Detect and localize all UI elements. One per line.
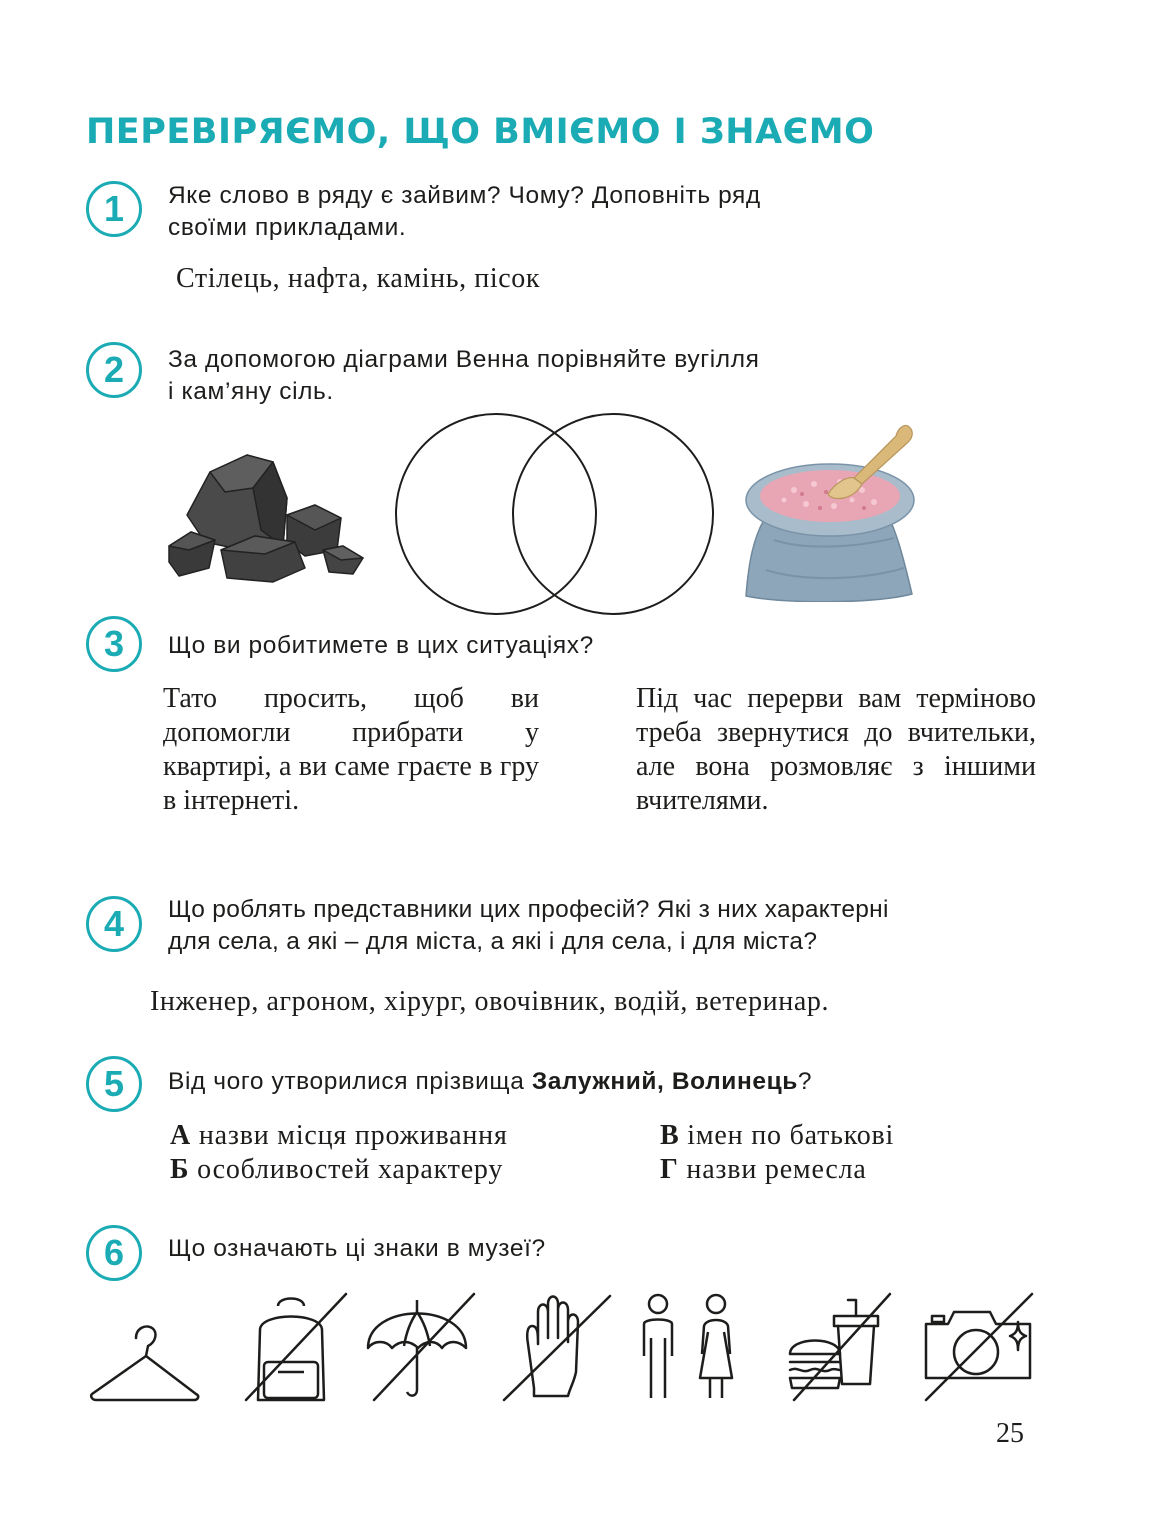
- venn-circle-left[interactable]: [396, 414, 596, 614]
- task-4-words: Інженер, агроном, хірург, овочівник, водій, ветеринар.: [150, 986, 830, 1017]
- no-backpack-icon: [238, 1292, 350, 1404]
- task-5-surnames: Залужний, Волинець: [531, 1068, 798, 1095]
- task-1-question: [168, 180, 761, 244]
- task-5-text-before: Від чого утворилися прізвища: [168, 1068, 532, 1095]
- task-4-question: [168, 894, 889, 958]
- option-b[interactable]: [170, 1153, 503, 1187]
- option-a-text: назви місця проживання: [191, 1120, 508, 1151]
- option-v-text: імен по батькові: [679, 1120, 895, 1151]
- hanger-icon: [88, 1322, 202, 1404]
- task-4-line-1: Що роблять представники цих професій? Які з них характерні: [168, 896, 889, 923]
- task-number-3: 3: [86, 616, 142, 672]
- task-2-line-2: і кам’яну сіль.: [168, 378, 334, 405]
- page-title: ПЕРЕВІРЯЄМО, ЩО ВМІЄМО І ЗНАЄМО: [86, 112, 875, 152]
- venn-diagram[interactable]: [393, 408, 717, 620]
- option-b-text: особливостей характеру: [189, 1154, 504, 1185]
- task-5-question: [168, 1066, 812, 1098]
- task-5-text-after: ?: [797, 1068, 813, 1095]
- no-photo-icon: [920, 1292, 1036, 1404]
- no-touch-icon: [498, 1292, 614, 1404]
- task-number-2: 2: [86, 342, 142, 398]
- salt-sack-illustration: [744, 420, 916, 602]
- task-1-line-1: Яке слово в ряду є зайвим? Чому? Доповніть ряд: [168, 182, 761, 209]
- coal-illustration: [165, 450, 365, 585]
- task-number-1: 1: [86, 181, 142, 237]
- task-number-4: 4: [86, 896, 142, 952]
- task-number-5: 5: [86, 1056, 142, 1112]
- option-g[interactable]: [660, 1153, 867, 1187]
- task-3-situation-left: Тато просить, щоб ви допомогли прибрати у квартирі, а ви саме граєте в гру в інтернеті.: [163, 683, 539, 816]
- task-6-question: Що означають ці знаки в музеї?: [168, 1235, 546, 1262]
- task-number-6: 6: [86, 1225, 142, 1281]
- task-1-words: Стілець, нафта, камінь, пісок: [176, 263, 541, 294]
- no-food-icon: [786, 1292, 898, 1404]
- option-v[interactable]: [660, 1119, 894, 1153]
- task-3-question: Що ви робитимете в цих ситуаціях?: [168, 632, 594, 659]
- restroom-icon: [630, 1292, 750, 1404]
- task-3-situation-right: Під час перерви вам терміново треба звернутися до вчительки, але вона розмовляє з іншими вчителями.: [636, 683, 1036, 816]
- option-a[interactable]: [170, 1119, 508, 1153]
- option-v-letter: В: [660, 1120, 680, 1151]
- no-umbrella-icon: [362, 1292, 476, 1404]
- option-b-letter: Б: [170, 1154, 190, 1185]
- task-4-line-2: для села, а які – для міста, а які і для села, і для міста?: [168, 928, 818, 955]
- task-2-question: [168, 344, 759, 408]
- option-a-letter: А: [170, 1120, 192, 1151]
- task-2-line-1: За допомогою діаграми Венна порівняйте вугілля: [168, 346, 760, 373]
- option-g-letter: Г: [660, 1154, 679, 1185]
- task-1-line-2: своїми прикладами.: [168, 214, 407, 241]
- option-g-text: назви ремесла: [678, 1154, 867, 1185]
- venn-circle-right[interactable]: [513, 414, 713, 614]
- page-number: 25: [996, 1418, 1024, 1449]
